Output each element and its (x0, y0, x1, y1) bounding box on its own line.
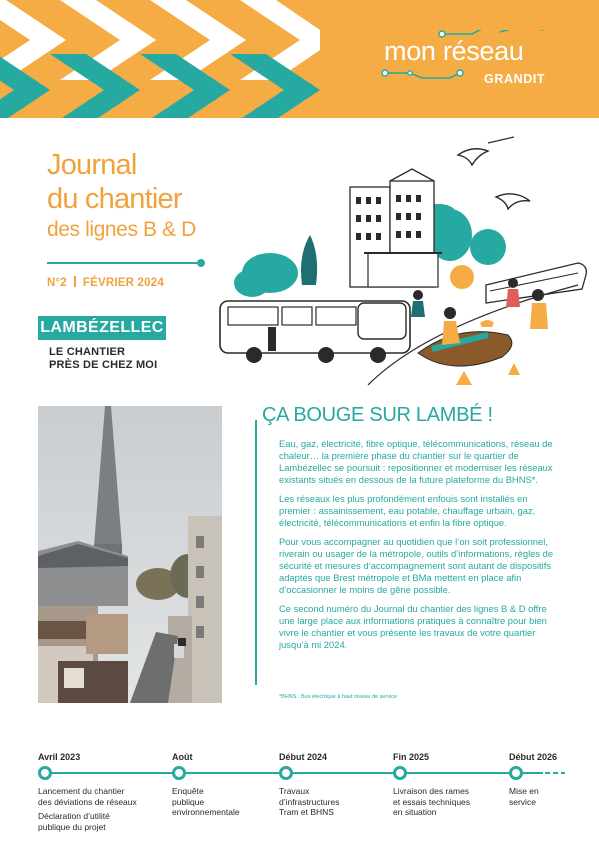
title-divider (47, 262, 199, 264)
timeline-desc-line: d’infrastructures (279, 796, 340, 807)
timeline-desc-line: Lancement du chantier (38, 786, 125, 796)
worker-icon (444, 307, 456, 319)
person-icon (413, 290, 423, 300)
timeline-desc-line: Travaux (279, 786, 310, 796)
article-paragraph-3: Pour vous accompagner au quotidien que l’on soit professionnel, riverain ou usager de la métropole, outils d’informations, règles de sécurité et mesures d’accompagnement sont autant de dispositifs adaptés que Brest métropole et BMa mettent en place afin d’occasionner le moins de gêne possible. (279, 536, 554, 595)
timeline-date: Août (172, 752, 193, 762)
article-paragraph-4: Ce second numéro du Journal du chantier des lignes B & D offre une large place aux informations pratiques à connaître pour bien vivre le chantier et vous présente les travaux de votre quartier jusqu’à mi 2024. (279, 603, 547, 650)
article-paragraph-1: Eau, gaz, électricité, fibre optique, télécommunications, réseau de chaleur… la première phase du chantier sur le quartier de Lambézellec se poursuit : repositionner et moderniser les réseaux existants situés en dessous de la future plateforme du BHNS*. (279, 438, 553, 485)
timeline-dot (509, 766, 523, 780)
city-illustration (218, 135, 593, 390)
brand-name: mon réseau (384, 36, 524, 66)
issue-number: N°2 (47, 277, 67, 289)
timeline-desc-line: en situation (393, 807, 437, 817)
title-line-1: Journal (47, 149, 137, 181)
timeline-date: Avril 2023 (38, 752, 81, 762)
timeline-dot (279, 766, 293, 780)
timeline-description (172, 786, 240, 818)
timeline-desc-line: publique du projet (38, 821, 106, 832)
article-paragraph-2: Les réseaux les plus profondément enfouis sont installés en premier : assainissement, eau potable, chauffage urbain, gaz, électricité, télécommunications et enfin la fibre optique. (279, 493, 536, 528)
title-divider-dot (197, 259, 205, 267)
timeline-date: Fin 2025 (393, 752, 430, 762)
area-subtitle (49, 346, 157, 372)
timeline-desc-line: Mise en (509, 786, 539, 796)
timeline-description (509, 786, 539, 807)
bird-icon (496, 194, 530, 209)
brand-tagline: GRANDIT (484, 72, 546, 86)
article-rule (255, 420, 257, 685)
brand-logo (380, 30, 580, 100)
timeline-desc-line: environnementale (172, 807, 240, 817)
chevron-pattern (0, 0, 330, 118)
timeline-desc-line: Enquête (172, 786, 204, 796)
timeline-date: Début 2026 (509, 752, 558, 762)
area-subtitle-line-2: PRÈS DE CHEZ MOI (49, 359, 158, 371)
dog-icon (480, 320, 494, 327)
title-line-2: du chantier (47, 183, 182, 215)
area-badge: LAMBÉZELLEC (38, 316, 166, 340)
timeline-date: Début 2024 (279, 752, 328, 762)
timeline-desc-line: publique (172, 796, 205, 807)
timeline-dot (393, 766, 407, 780)
timeline-desc-line: des déviations de réseaux (38, 796, 137, 807)
timeline-description (279, 786, 339, 818)
timeline-description (38, 786, 137, 832)
timeline-desc-line: Déclaration d’utilité (38, 811, 110, 821)
issue-separator (74, 276, 76, 287)
bus-icon (220, 301, 410, 363)
issue-date: FÉVRIER 2024 (82, 277, 164, 289)
title-line-3: des lignes B & D (47, 218, 196, 241)
header-band (0, 0, 599, 118)
footnote: *BHNS : Bus électrique à haut niveau de service (279, 694, 398, 700)
timeline-desc-line: Livraison des rames (393, 786, 470, 796)
issue-info (47, 276, 164, 289)
timeline-dot (38, 766, 52, 780)
area-subtitle-line-1: LE CHANTIER (49, 346, 126, 358)
timeline-desc-line: service (509, 796, 536, 807)
person-icon (508, 278, 518, 288)
worker-icon (532, 289, 544, 301)
article-body (279, 438, 557, 658)
timeline-description (393, 786, 470, 818)
timeline-arrow-dashes (543, 770, 565, 776)
timeline-dot (172, 766, 186, 780)
street-photo (38, 406, 222, 703)
article-heading: ÇA BOUGE SUR LAMBÉ ! (262, 404, 493, 426)
journal-title (47, 148, 247, 243)
timeline-desc-line: et essais techniques (393, 796, 471, 807)
bird-icon (458, 149, 488, 165)
timeline-desc-line: Tram et BHNS (279, 807, 334, 817)
